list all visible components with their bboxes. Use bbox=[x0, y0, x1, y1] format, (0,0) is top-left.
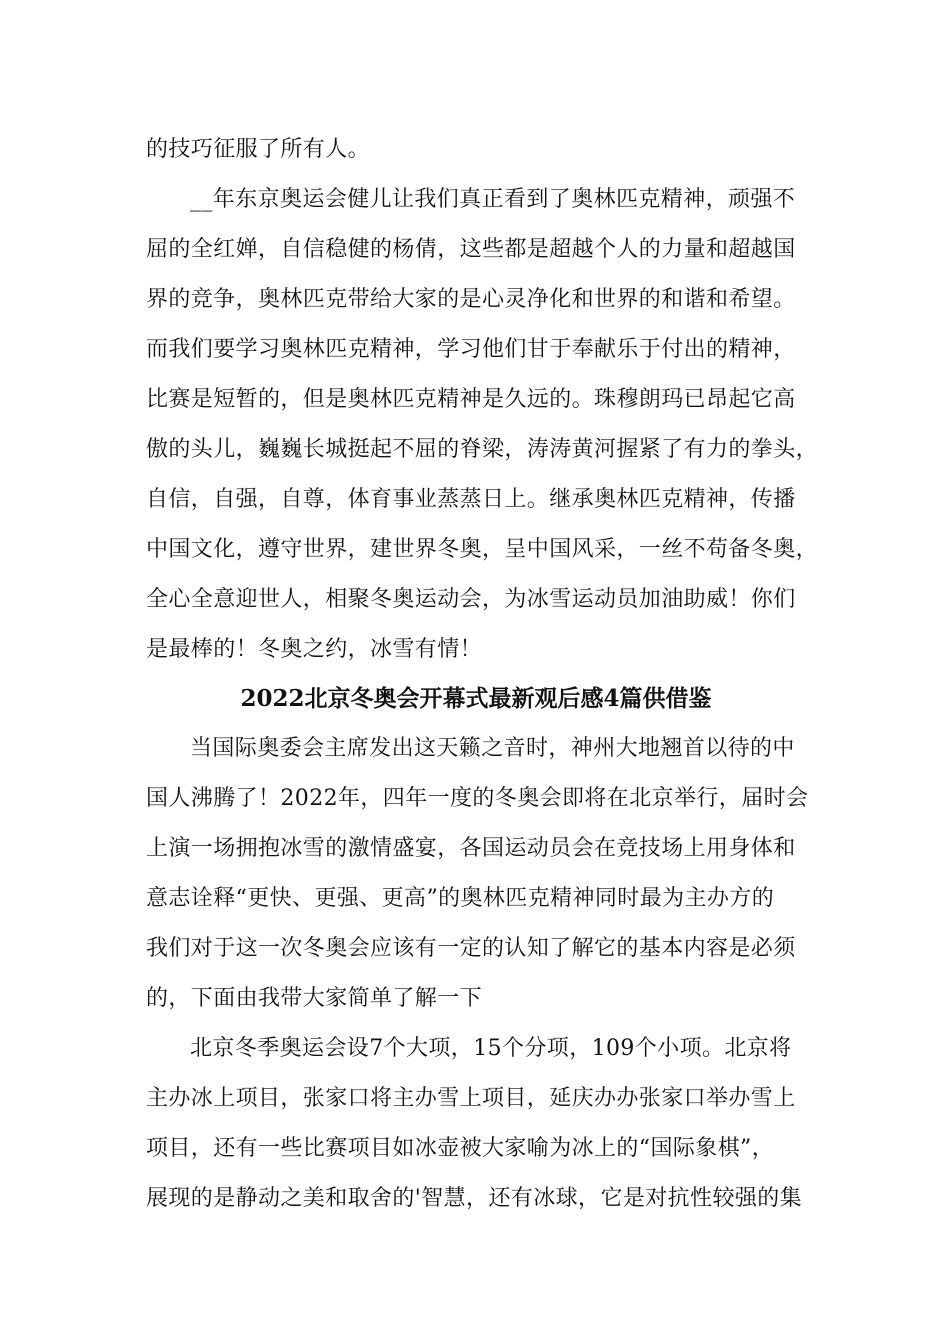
paragraph-line: 当国际奥委会主席发出这天籁之音时，神州大地翘首以待的中 bbox=[190, 736, 795, 761]
paragraph-line: 全心全意迎世人，相聚冬奥运动会，为冰雪运动员加油助威！你们 bbox=[146, 587, 796, 612]
paragraph-line: 界的竞争，奥林匹克带给大家的是心灵净化和世界的和谐和希望。 bbox=[146, 287, 796, 312]
paragraph-line: 屈的全红婵，自信稳健的杨倩，这些都是超越个人的力量和超越国 bbox=[146, 237, 796, 262]
paragraph-line: 我们对于这一次冬奥会应该有一定的认知了解它的基本内容是必须 bbox=[146, 936, 796, 961]
paragraph-line: 而我们要学习奥林匹克精神，学习他们甘于奉献乐于付出的精神， bbox=[146, 337, 796, 362]
paragraph-line: 主办冰上项目，张家口将主办雪上项目，延庆办办张家口举办雪上 bbox=[146, 1086, 796, 1111]
paragraph-line: 的技巧征服了所有人。 bbox=[146, 137, 371, 162]
paragraph-line: 展现的是静动之美和取舍的'智慧，还有冰球，它是对抗性较强的集 bbox=[146, 1186, 803, 1211]
paragraph-line: 北京冬季奥运会设7个大项，15个分项，109个小项。北京将 bbox=[190, 1036, 792, 1061]
paragraph-line: 中国文化，遵守世界，建世界冬奥，呈中国风采，一丝不苟备冬奥， bbox=[146, 537, 819, 562]
paragraph-line: __年东京奥运会健儿让我们真正看到了奥林匹克精神，顽强不 bbox=[190, 187, 796, 212]
paragraph-line: 国人沸腾了！2022年，四年一度的冬奥会即将在北京举行，届时会 bbox=[146, 786, 809, 811]
paragraph-line: 傲的头儿，巍巍长城挺起不屈的脊梁，涛涛黄河握紧了有力的拳头， bbox=[146, 437, 819, 462]
paragraph-line: 自信，自强，自尊，体育事业蒸蒸日上。继承奥林匹克精神，传播 bbox=[146, 487, 796, 512]
paragraph-line: 比赛是短暂的，但是奥林匹克精神是久远的。珠穆朗玛已昂起它高 bbox=[146, 387, 796, 412]
paragraph-line: 项目，还有一些比赛项目如冰壶被大家喻为冰上的“国际象棋”， bbox=[146, 1136, 775, 1161]
paragraph-line: 的，下面由我带大家简单了解一下 bbox=[146, 986, 483, 1011]
paragraph-line: 上演一场拥抱冰雪的激情盛宴，各国运动员会在竞技场上用身体和 bbox=[146, 836, 796, 861]
section-title: 2022北京冬奥会开幕式最新观后感4篇供借鉴 bbox=[240, 685, 712, 712]
paragraph-line: 意志诠释“更快、更强、更高”的奥林匹克精神同时最为主办方的 bbox=[146, 886, 775, 911]
paragraph-line: 是最棒的！冬奥之约，冰雪有情！ bbox=[146, 637, 483, 662]
